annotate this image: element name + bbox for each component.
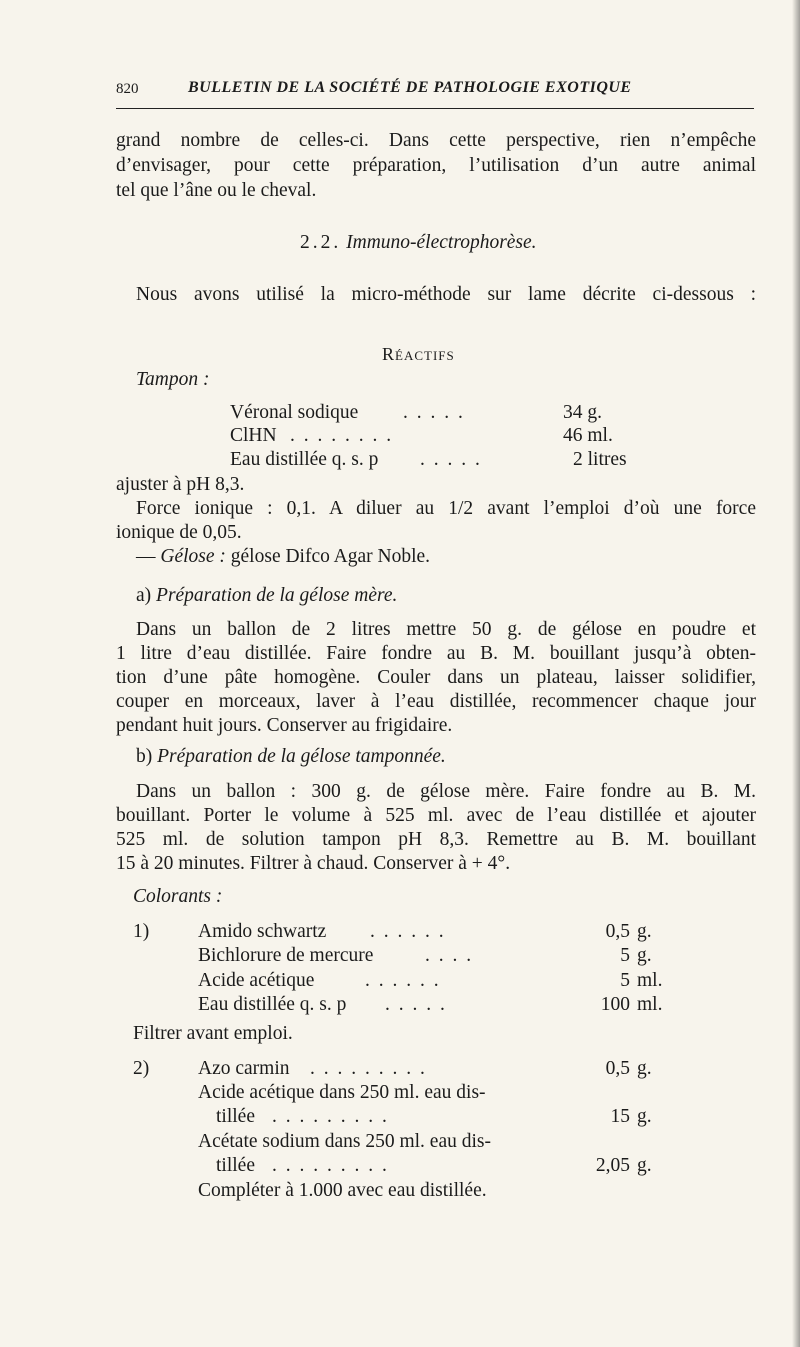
colorant-row-qty: 100 — [600, 994, 630, 1015]
ionique-line: ionique de 0,05. — [116, 522, 242, 543]
gelose-label: Gélose : — [160, 546, 226, 567]
intro-line-1: grand nombre de celles-ci. Dans cette perspective, rien n’empêche — [116, 130, 756, 151]
colorant-row-dots: . . . . . — [385, 994, 447, 1015]
colorant-row-name: tillée — [216, 1155, 255, 1176]
intro-line-2: d’envisager, pour cette préparation, l’utilisation d’un autre animal — [116, 155, 756, 176]
colorant-row-name: Eau distillée q. s. p — [198, 994, 347, 1015]
prep-a-heading — [136, 583, 397, 609]
prep-b-heading — [136, 744, 446, 770]
intro-line-3: tel que l’âne ou le cheval. — [116, 180, 317, 201]
tampon-row-name: Eau distillée q. s. p — [230, 449, 379, 470]
ajuster-line: ajuster à pH 8,3. — [116, 474, 245, 495]
prep-b-line: Dans un ballon : 300 g. de gélose mère. Faire fondre au B. M. — [136, 781, 756, 802]
filtrer-line: Filtrer avant emploi. — [133, 1023, 293, 1044]
prep-a-line: pendant huit jours. Conserver au frigidaire. — [116, 715, 453, 736]
reactifs-heading: Réactifs — [382, 344, 455, 364]
colorant-row-unit: g. — [637, 1106, 652, 1127]
colorant-row-name: Bichlorure de mercure — [198, 945, 374, 966]
prep-b-line: 525 ml. de solution tampon pH 8,3. Remettre au B. M. bouillant — [116, 829, 756, 850]
colorant-row-qty: 2,05 — [595, 1155, 630, 1176]
colorant-row-dots: . . . . . . — [370, 921, 446, 942]
colorant-row-name: tillée — [216, 1106, 255, 1127]
colorant-row-dots: . . . . . . — [365, 970, 441, 991]
colorant-row-name: Azo carmin — [198, 1058, 290, 1079]
gelose-text: gélose Difco Agar Noble. — [225, 546, 431, 567]
running-header — [116, 79, 756, 101]
colorant-row-dots: . . . . . . . . . — [310, 1058, 427, 1079]
colorant-row-unit: ml. — [637, 994, 663, 1015]
colorant-row-dots: . . . . . . . . . — [272, 1106, 389, 1127]
colorant-row-unit: g. — [637, 1058, 652, 1079]
tampon-row-name: Véronal sodique — [230, 402, 359, 423]
colorant-row-name: Amido schwartz — [198, 921, 327, 942]
colorant-row-unit: g. — [637, 945, 652, 966]
prep-b-line: bouillant. Porter le volume à 525 ml. avec de l’eau distillée et ajouter — [116, 805, 756, 826]
tampon-row-qty: 2 litres — [573, 449, 627, 470]
tampon-label: Tampon : — [136, 369, 210, 390]
section-number: 2.2. — [300, 232, 342, 253]
gelose-line — [136, 544, 430, 570]
tampon-row-qty: 34 g. — [563, 402, 602, 423]
method-line: Nous avons utilisé la micro-méthode sur lame décrite ci-dessous : — [136, 284, 756, 305]
colorant-row-qty: 15 — [610, 1106, 630, 1127]
prep-b-title: Préparation de la gélose tamponnée. — [157, 746, 446, 767]
colorant-row-qty: 0,5 — [605, 921, 630, 942]
prep-a-line: 1 litre d’eau distillée. Faire fondre au B. M. bouillant jusqu’à obten- — [116, 643, 756, 664]
colorant-row-unit: g. — [637, 1155, 652, 1176]
section-heading — [300, 230, 537, 256]
colorant-row-text: Compléter à 1.000 avec eau distillée. — [198, 1180, 487, 1201]
colorant-row-text: Acide acétique dans 250 ml. eau dis- — [198, 1082, 486, 1103]
colorant-row-dots: . . . . — [425, 945, 474, 966]
force-ionique-line: Force ionique : 0,1. A diluer au 1/2 avant l’emploi d’où une force — [136, 498, 756, 519]
colorant-row-name: Acide acétique — [198, 970, 315, 991]
prep-a-title: Préparation de la gélose mère. — [156, 585, 398, 606]
colorants-label: Colorants : — [133, 886, 223, 907]
page-number: 820 — [116, 81, 139, 97]
colorant-row-qty: 0,5 — [605, 1058, 630, 1079]
colorant-2-number: 2) — [133, 1058, 150, 1079]
prep-b-line: 15 à 20 minutes. Filtrer à chaud. Conserver à + 4°. — [116, 853, 511, 874]
prep-b-letter: b) — [136, 746, 153, 767]
colorant-row-qty: 5 — [620, 970, 630, 991]
tampon-row-dots: . . . . . — [420, 449, 482, 470]
tampon-row-qty: 46 ml. — [563, 425, 613, 446]
header-rule — [116, 108, 754, 109]
tampon-row-dots: . . . . . . . . — [290, 425, 394, 446]
tampon-row-name: ClHN — [230, 425, 277, 446]
journal-title: BULLETIN DE LA SOCIÉTÉ DE PATHOLOGIE EXOTIQUE — [188, 79, 632, 96]
tampon-row-dots: . . . . . — [403, 402, 465, 423]
colorant-row-unit: g. — [637, 921, 652, 942]
colorant-row-qty: 5 — [620, 945, 630, 966]
colorant-row-dots: . . . . . . . . . — [272, 1155, 389, 1176]
colorant-row-text: Acétate sodium dans 250 ml. eau dis- — [198, 1131, 491, 1152]
colorant-row-unit: ml. — [637, 970, 663, 991]
colorant-1-number: 1) — [133, 921, 150, 942]
prep-a-letter: a) — [136, 585, 152, 606]
section-title: Immuno-électrophorèse. — [346, 232, 537, 253]
prep-a-line: couper en morceaux, laver à l’eau distillée, recommencer chaque jour — [116, 691, 756, 712]
gelose-dash: — — [136, 546, 161, 567]
prep-a-line: tion d’une pâte homogène. Couler dans un plateau, laisser solidifier, — [116, 667, 756, 688]
prep-a-line: Dans un ballon de 2 litres mettre 50 g. de gélose en poudre et — [136, 619, 756, 640]
page-edge-shadow — [792, 0, 800, 1347]
